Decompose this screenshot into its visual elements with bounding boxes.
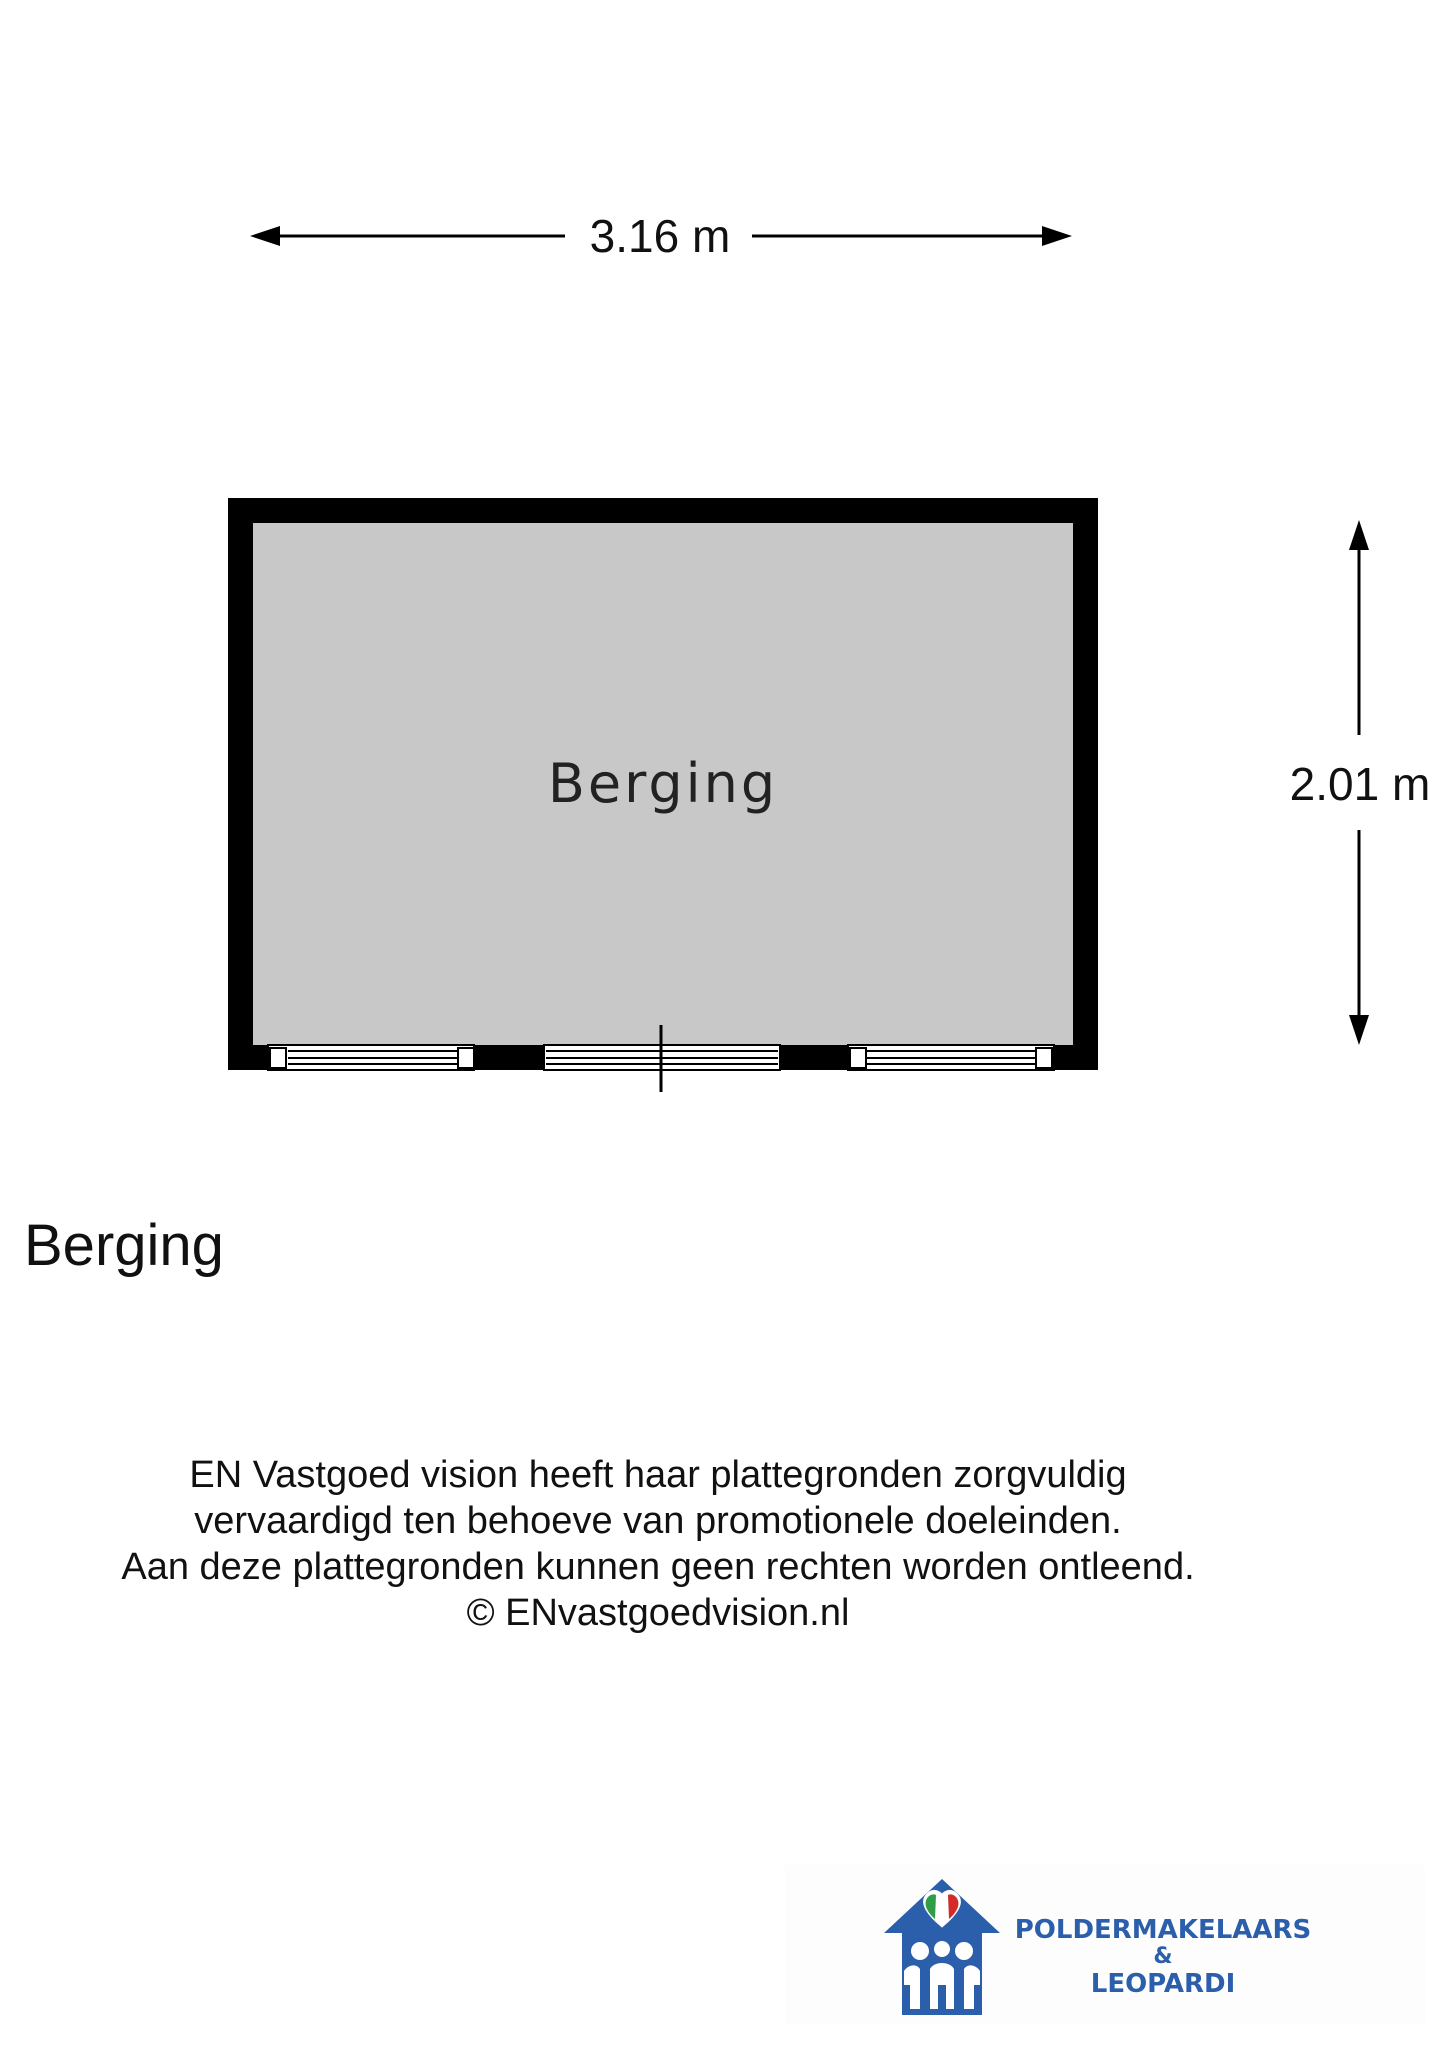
caption-title: Berging bbox=[24, 1213, 224, 1278]
arrow-left-icon bbox=[250, 226, 280, 246]
disclaimer-line: EN Vastgoed vision heeft haar plattegronden zorgvuldig bbox=[189, 1454, 1127, 1496]
arrow-right-icon bbox=[1042, 226, 1072, 246]
disclaimer-line: Aan deze plattegronden kunnen geen rechten worden ontleend. bbox=[121, 1546, 1195, 1588]
company-logo bbox=[785, 1865, 1425, 2025]
disclaimer bbox=[0, 1452, 1316, 1636]
logo-line-poldermakelaars: POLDERMAKELAARS bbox=[1014, 1915, 1312, 1945]
width-label: 3.16 m bbox=[589, 210, 731, 262]
disclaimer-line: © ENvastgoedvision.nl bbox=[466, 1592, 850, 1634]
house-logo-icon bbox=[880, 1875, 1005, 2020]
disclaimer-line: vervaardigd ten behoeve van promotionele doeleinden. bbox=[194, 1500, 1122, 1542]
logo-text bbox=[1003, 1915, 1323, 1999]
width-dimension bbox=[250, 210, 1072, 262]
arrow-down-icon bbox=[1349, 1015, 1369, 1045]
logo-line-ampersand: & bbox=[1153, 1944, 1173, 1969]
height-label: 2.01 m bbox=[1289, 758, 1431, 810]
room-label: Berging bbox=[547, 752, 779, 815]
room-berging bbox=[228, 498, 1098, 1092]
height-dimension bbox=[1290, 520, 1431, 1045]
arrow-up-icon bbox=[1349, 520, 1369, 550]
logo-line-leopardi: LEOPARDI bbox=[1090, 1969, 1236, 1999]
